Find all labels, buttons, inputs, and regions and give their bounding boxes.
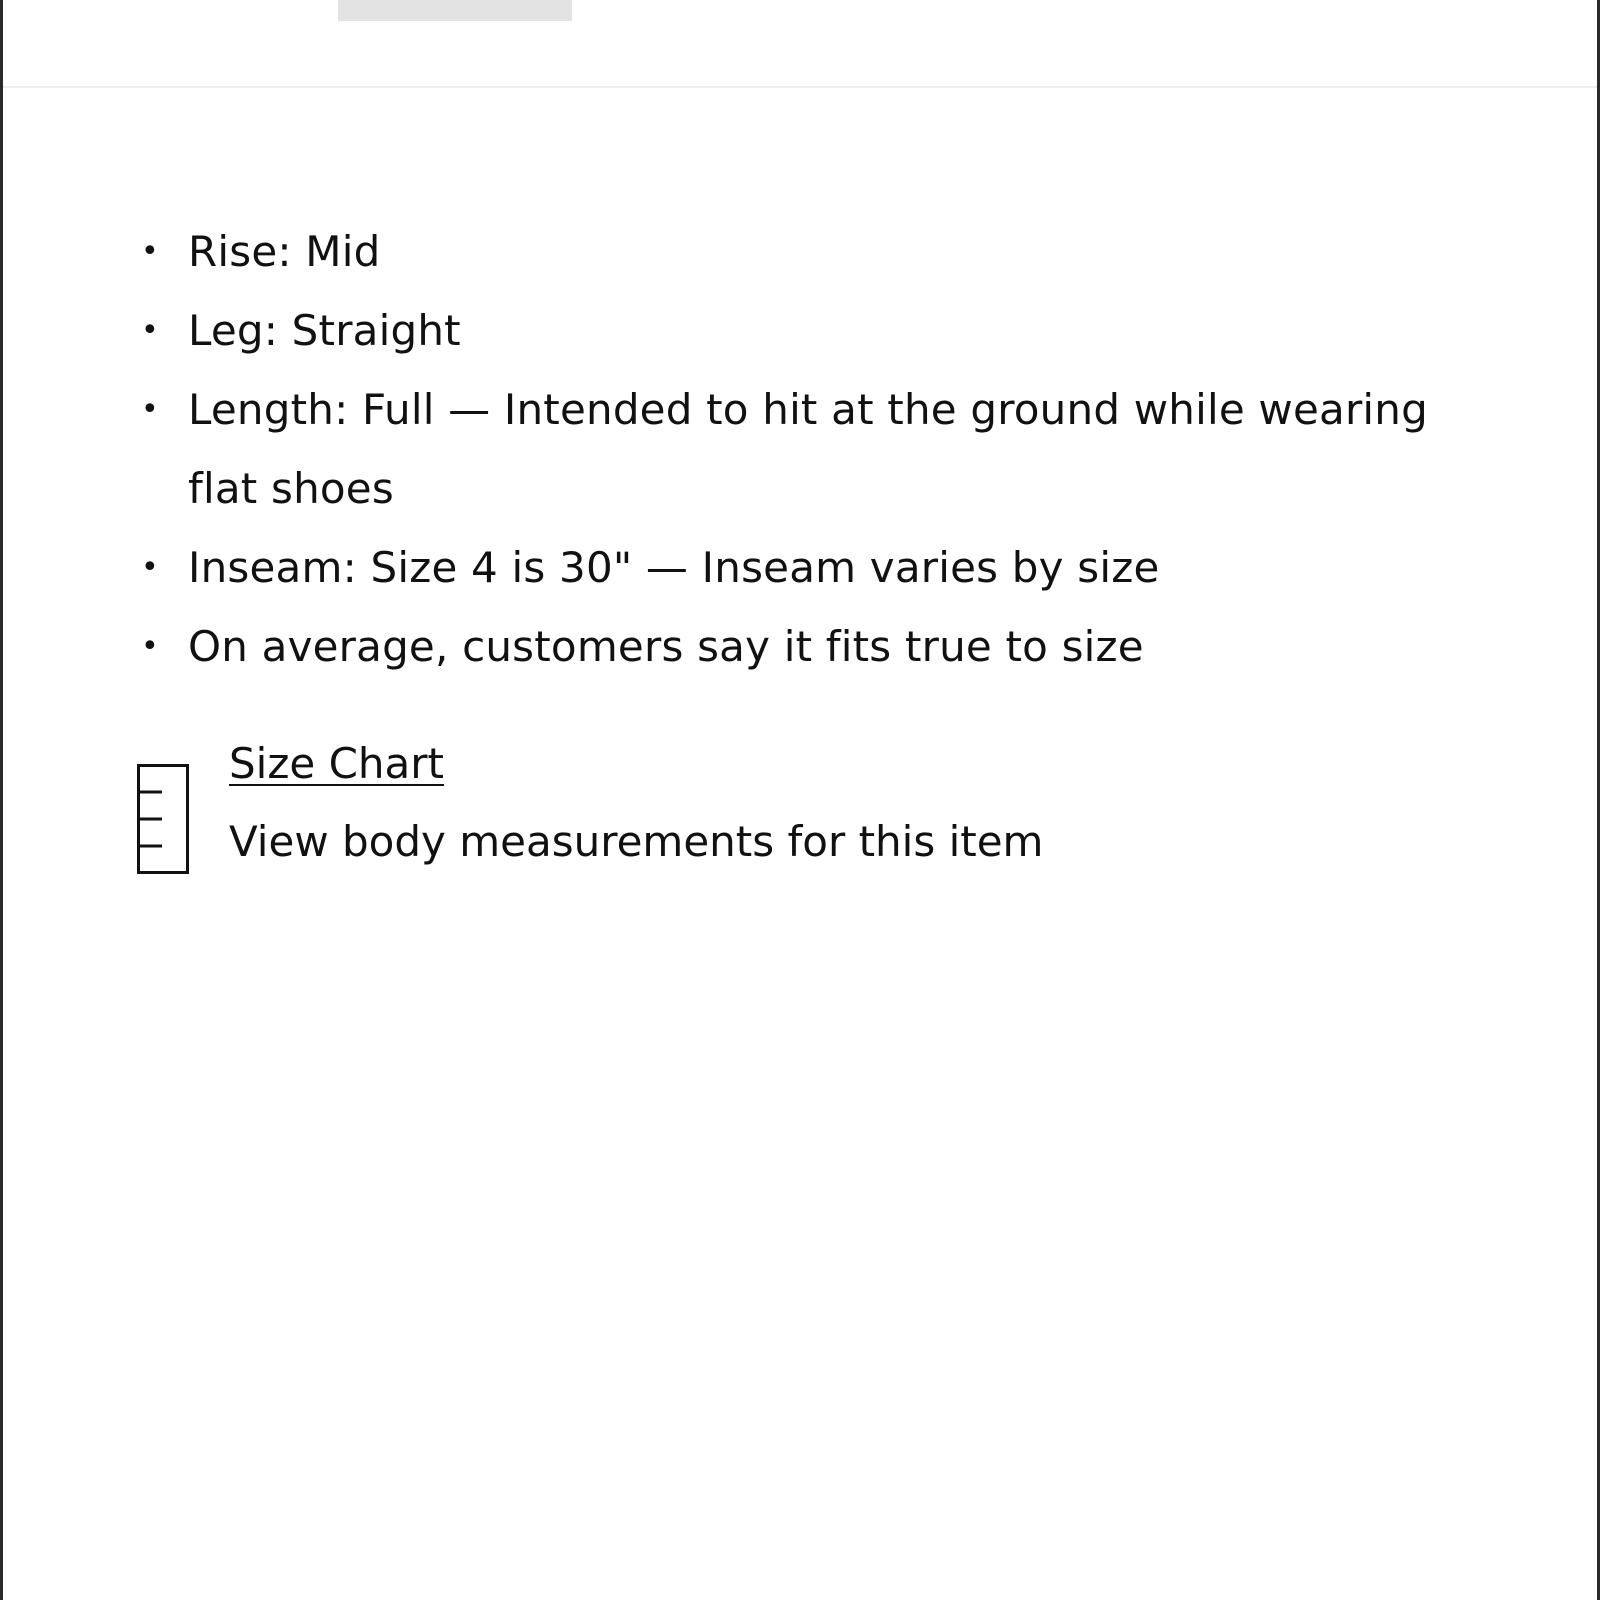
list-item [133,528,1473,607]
fit-detail-leg: Leg: Straight [188,306,461,355]
list-item [133,291,1473,370]
bullet: • [141,234,159,269]
list-item [133,370,1473,528]
fit-detail-rise: Rise: Mid [188,227,381,276]
bullet: • [141,550,159,585]
size-chart-link[interactable]: Size Chart [229,739,444,788]
top-tab-placeholder [338,0,572,21]
size-chart-section[interactable] [137,738,1137,878]
list-item [133,607,1473,686]
fit-details-list [133,212,1473,686]
bullet: • [141,629,159,664]
fit-detail-fit-rating: On average, customers say it fits true to size [188,622,1144,671]
fit-detail-length: Length: Full — Intended to hit at the ground while wearing flat shoes [188,385,1428,513]
size-chart-description: View body measurements for this item [229,817,1044,866]
bullet: • [141,392,159,427]
ruler-icon [137,764,191,876]
bullet: • [141,313,159,348]
list-item [133,212,1473,291]
fit-detail-inseam: Inseam: Size 4 is 30" — Inseam varies by size [188,543,1160,592]
section-divider [3,86,1597,88]
